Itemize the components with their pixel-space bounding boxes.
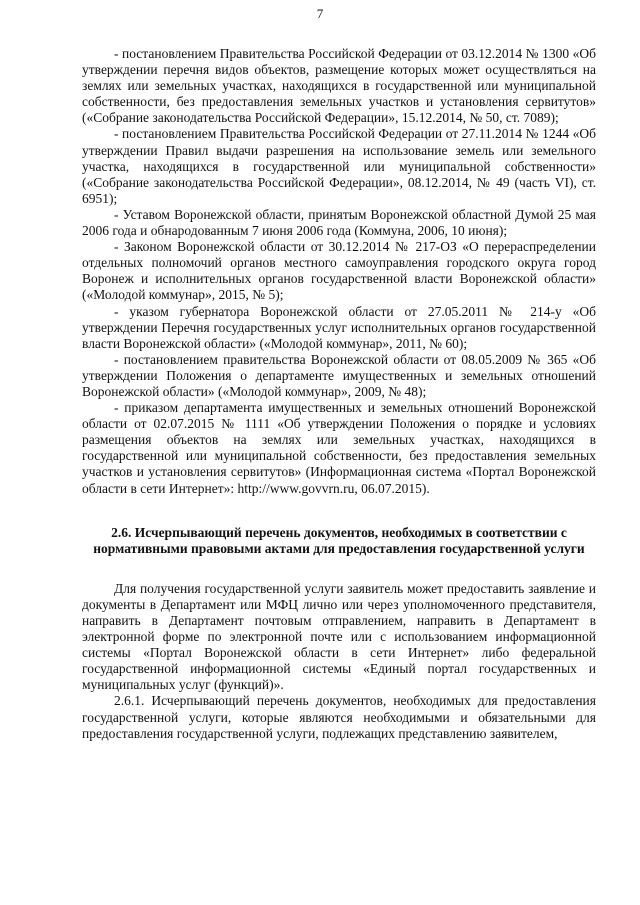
body-paragraph: 2.6.1. Исчерпывающий перечень документов, необходимых для предоставления государственной услуги, которые являются необходимыми и обязательными для предоставления государственной услуги, подлежащих представлению заявителем, bbox=[82, 693, 596, 741]
document-body bbox=[82, 46, 596, 742]
body-paragraph: Для получения государственной услуги заявитель может предоставить заявление и документы в Департамент или МФЦ лично или через уполномоченного представителя, направить в Департамент почтовым отправлением, направить в Департамент в электронной форме по электронной почте или с использованием информационной системы «Портал Воронежской области в сети Интернет» либо федеральной государственной информационной системы «Единый портал государственных и муниципальных услуг (функций)». bbox=[82, 580, 596, 693]
legal-act-item: - постановлением правительства Воронежской области от 08.05.2009 № 365 «Об утверждении Положения о департаменте имущественных и земельных отношений Воронежской области» («Молодой коммунар», 2009, № 48); bbox=[82, 351, 596, 399]
page-number: 7 bbox=[316, 6, 324, 21]
legal-act-item: - Уставом Воронежской области, принятым Воронежской областной Думой 25 мая 2006 года и обнародованным 7 июня 2006 года (Коммуна, 2006, 10 июня); bbox=[82, 206, 596, 239]
legal-act-item: - приказом департамента имущественных и земельных отношений Воронежской области от 02.07.2015 № 1111 «Об утверждении Положения о порядке и условиях размещения объектов на землях или земельных участках, находящихся в государственной или муниципальной собственности, без предоставления земельных участков и установления сервитутов» (Информационная система «Портал Воронежской области в сети Интернет»: http://www.govvrn.ru, 06.07.2015). bbox=[82, 400, 596, 496]
legal-act-item: - постановлением Правительства Российской Федерации от 27.11.2014 № 1244 «Об утверждении Правил выдачи разрешения на использование земель или земельного участка, находящихся в государственной или муниципальной собственности» («Собрание законодательства Российской Федерации», 08.12.2014, № 49 (часть VI), ст. 6951); bbox=[82, 126, 596, 206]
legal-act-item: - Законом Воронежской области от 30.12.2014 № 217-ОЗ «О перераспределении отдельных полномочий органов местного самоуправления городского округа город Воронеж и исполнительных органов государственной власти Воронежской области» («Молодой коммунар», 2015, № 5); bbox=[82, 239, 596, 303]
section-heading: 2.6. Исчерпывающий перечень документов, необходимых в соответствии с нормативными правовыми актами для предоставления государственной услуги bbox=[93, 524, 585, 556]
legal-act-item: - указом губернатора Воронежской области от 27.05.2011 № 214-у «Об утверждении Перечня государственных услуг исполнительных органов государственной власти Воронежской области» («Молодой коммунар», 2011, № 60); bbox=[82, 303, 596, 351]
legal-act-item: - постановлением Правительства Российской Федерации от 03.12.2014 № 1300 «Об утверждении перечня видов объектов, размещение которых может осуществляться на землях или земельных участках, находящихся в государственной или муниципальной собственности, без предоставления земельных участков и установления сервитутов» («Собрание законодательства Российской Федерации», 15.12.2014, № 50, ст. 7089); bbox=[82, 46, 596, 126]
